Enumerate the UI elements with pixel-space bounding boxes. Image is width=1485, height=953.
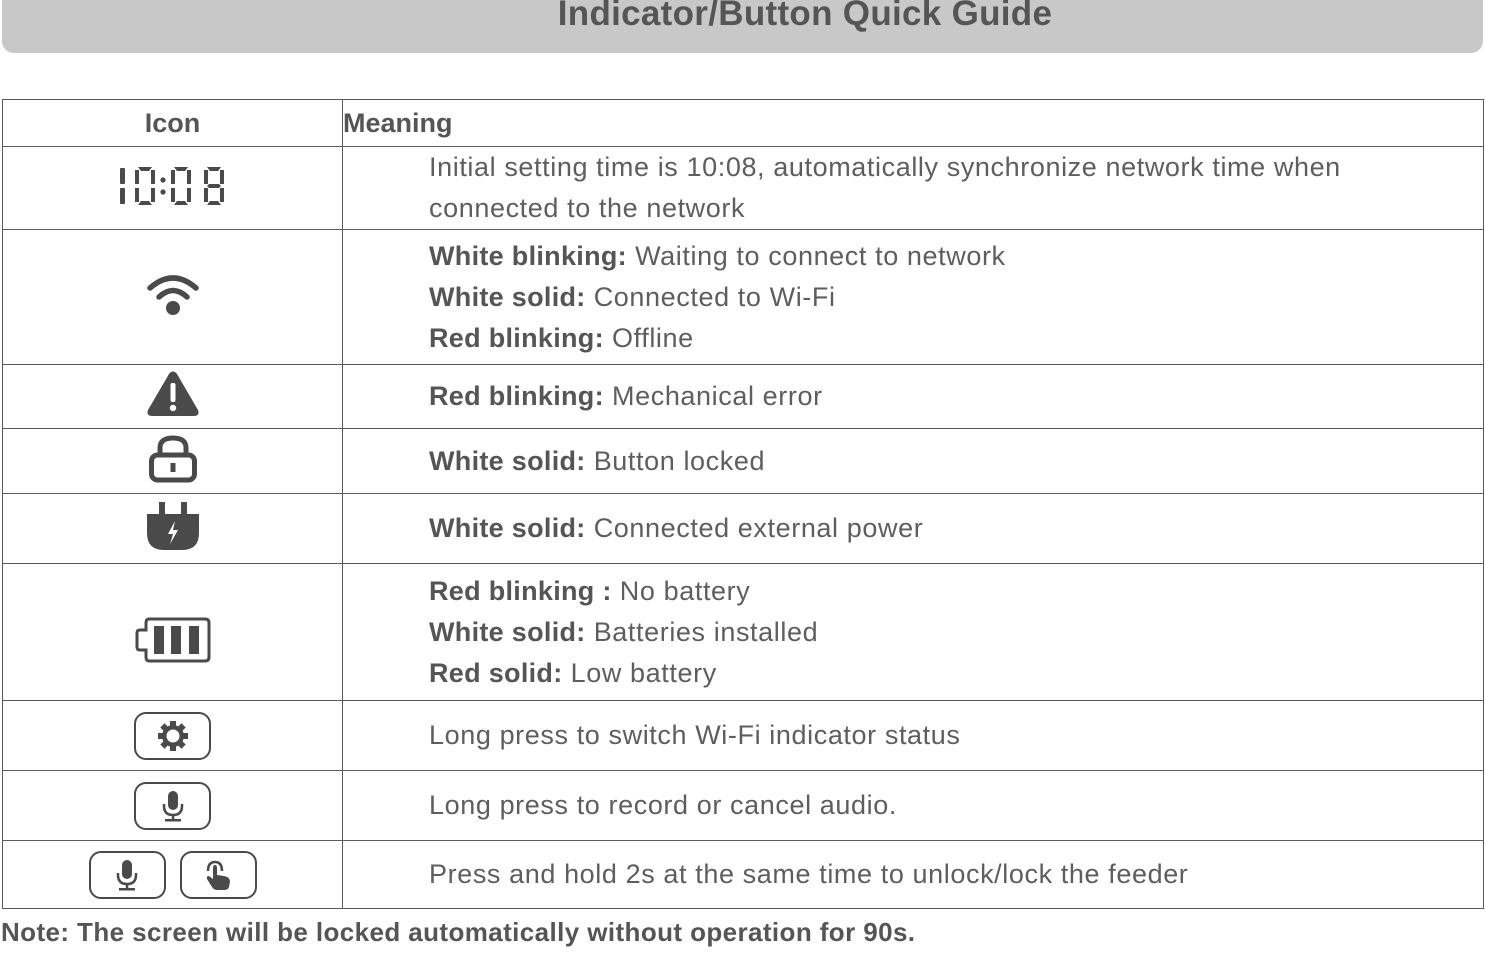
meaning-text: No battery xyxy=(611,575,751,606)
meaning-text: Waiting to connect to network xyxy=(626,240,1006,271)
meaning-line xyxy=(429,715,1483,756)
meaning-line xyxy=(429,318,1483,359)
table-row xyxy=(3,771,1484,841)
meaning-text: Initial setting time is 10:08, automatically synchronize network time when connected to the network xyxy=(429,152,1341,223)
status-label: Red blinking: xyxy=(429,322,604,353)
warning-icon xyxy=(146,370,200,423)
meaning-line xyxy=(429,441,1483,482)
meaning-cell xyxy=(343,494,1484,564)
quick-guide-table xyxy=(2,99,1484,909)
meaning-text: Connected external power xyxy=(585,513,924,543)
meaning-line xyxy=(429,571,1483,612)
status-label: White solid: xyxy=(429,513,586,543)
status-label: White solid: xyxy=(429,445,586,476)
lock-icon xyxy=(148,435,198,488)
status-label: Red solid: xyxy=(429,657,563,688)
meaning-cell xyxy=(343,564,1484,701)
record-button-graphic xyxy=(89,851,166,899)
meaning-text: Offline xyxy=(603,322,694,353)
table-row xyxy=(3,701,1484,771)
icon-cell xyxy=(3,771,343,841)
meaning-text: Long press to record or cancel audio. xyxy=(429,790,897,820)
status-label: White solid: xyxy=(429,281,586,312)
wifi-icon xyxy=(145,272,201,323)
title-bar xyxy=(2,0,1483,53)
status-label: Red blinking : xyxy=(429,575,612,606)
power-plug-icon xyxy=(146,501,200,556)
meaning-cell xyxy=(343,429,1484,494)
meaning-line xyxy=(429,147,1483,229)
meaning-cell xyxy=(343,365,1484,429)
settings-button-graphic xyxy=(134,712,211,760)
icon-cell xyxy=(3,429,343,494)
column-header-icon: Icon xyxy=(3,100,343,147)
table-row xyxy=(3,494,1484,564)
meaning-text: Mechanical error xyxy=(603,381,823,411)
table-row xyxy=(3,230,1484,365)
status-label: Red blinking: xyxy=(429,381,604,411)
meaning-cell xyxy=(343,230,1484,365)
meaning-line xyxy=(429,277,1483,318)
column-header-meaning: Meaning xyxy=(343,100,1484,147)
page-title: Indicator/Button Quick Guide xyxy=(557,0,1053,33)
battery-icon xyxy=(135,617,211,668)
icon-cell xyxy=(3,230,343,365)
table-row xyxy=(3,564,1484,701)
table-row xyxy=(3,429,1484,494)
meaning-text: Press and hold 2s at the same time to unlock/lock the feeder xyxy=(429,859,1189,889)
meaning-text: Button locked xyxy=(585,445,766,476)
table-row xyxy=(3,147,1484,230)
status-label: White blinking: xyxy=(429,240,627,271)
meaning-line xyxy=(429,376,1483,417)
meaning-line xyxy=(429,612,1483,653)
table-header-row xyxy=(3,100,1484,147)
meaning-text: Batteries installed xyxy=(585,616,819,647)
icon-cell xyxy=(3,701,343,771)
touch-button-graphic xyxy=(180,851,257,899)
icon-cell xyxy=(3,841,343,909)
meaning-line xyxy=(429,854,1483,895)
meaning-line xyxy=(429,236,1483,277)
icon-cell xyxy=(3,147,343,230)
auto-lock-note: Note: The screen will be locked automatically without operation for 90s. xyxy=(1,917,916,947)
meaning-cell xyxy=(343,147,1484,230)
meaning-cell xyxy=(343,771,1484,841)
meaning-text: Long press to switch Wi-Fi indicator status xyxy=(429,720,961,750)
status-label: White solid: xyxy=(429,616,586,647)
table-row xyxy=(3,841,1484,909)
meaning-text: Connected to Wi-Fi xyxy=(585,281,836,312)
meaning-text: Low battery xyxy=(562,657,717,688)
meaning-line xyxy=(429,785,1483,826)
meaning-line xyxy=(429,653,1483,694)
icon-cell xyxy=(3,494,343,564)
table-row xyxy=(3,365,1484,429)
meaning-cell xyxy=(343,701,1484,771)
clock-digits-icon xyxy=(118,165,228,212)
icon-cell xyxy=(3,564,343,701)
meaning-cell xyxy=(343,841,1484,909)
meaning-line xyxy=(429,508,1483,549)
record-button-graphic xyxy=(134,782,211,830)
icon-cell xyxy=(3,365,343,429)
